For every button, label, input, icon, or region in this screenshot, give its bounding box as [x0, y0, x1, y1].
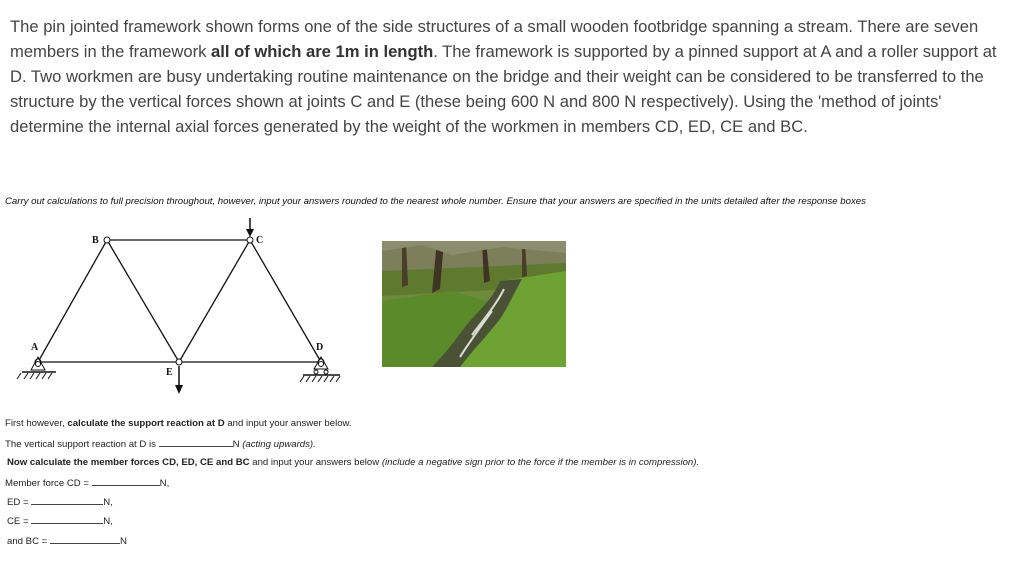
bc-row — [7, 534, 127, 547]
member-ab — [38, 240, 107, 362]
problem-statement — [10, 14, 1015, 139]
ed-label: ED = — [7, 497, 32, 508]
cd-label: Member force CD = — [5, 478, 92, 489]
q1-instruction — [5, 418, 352, 429]
joint-e — [176, 359, 182, 365]
bc-label: and BC = — [7, 536, 50, 547]
member-ce — [179, 240, 250, 362]
ed-input[interactable] — [31, 495, 103, 505]
cd-input[interactable] — [92, 476, 160, 486]
q2-mid: and input your answers below — [249, 457, 382, 468]
truss-diagram — [0, 218, 370, 398]
support-a — [17, 357, 56, 379]
reaction-note: (acting upwards). — [242, 439, 316, 450]
q1-prefix: First however, — [5, 418, 68, 429]
label-e: E — [166, 367, 173, 378]
load-arrow-e-head — [175, 385, 183, 394]
ce-input[interactable] — [31, 514, 103, 524]
label-a: A — [31, 342, 39, 353]
q1-suffix: and input your answer below. — [224, 418, 352, 429]
reaction-row — [5, 437, 316, 450]
label-d: D — [316, 342, 324, 353]
reaction-label: The vertical support reaction at D is — [5, 439, 159, 450]
bc-unit: N — [119, 536, 127, 547]
intro-text-1: The pin jointed framework shown forms one of the side structures of a small wooden footbridge spanning a stream. There are seven members in the framework — [10, 17, 979, 61]
cd-row — [5, 476, 169, 489]
member-be — [107, 240, 179, 362]
member-cd — [250, 240, 324, 362]
joint-c — [247, 237, 253, 243]
stream-photo — [382, 241, 566, 367]
label-c: C — [256, 235, 264, 246]
intro-bold-length: all of which are 1m in length — [211, 42, 434, 61]
intro-text-2: . The framework is supported by a pinned support at A and a roller support at D. Two workmen are busy undertaking routine maintenance on the bridge and their weight can be considered to be transferred to the structure by the vertical forces shown at joints C and E (these being 600 N and 800 N respectively). Using the 'method of joints' determine the internal axial forces generated by the weight of the workmen in members CD, ED, CE and BC. — [10, 42, 997, 136]
bc-input[interactable] — [50, 534, 120, 544]
reaction-unit: N — [232, 439, 240, 450]
q2-bold: Now calculate the member forces CD, ED, CE and BC — [7, 457, 250, 468]
ed-unit: N, — [103, 497, 113, 508]
ed-row — [7, 495, 113, 508]
ce-row — [7, 514, 113, 527]
q2-instruction — [7, 457, 699, 468]
reaction-input[interactable] — [159, 437, 233, 447]
q2-italic: (include a negative sign prior to the force if the member is in compression). — [381, 457, 700, 468]
joint-b — [104, 237, 110, 243]
cd-unit: N, — [159, 478, 170, 489]
label-b: B — [92, 235, 99, 246]
q1-bold: calculate the support reaction at D — [67, 418, 225, 429]
load-arrow-c-head — [246, 229, 254, 237]
precision-note: Carry out calculations to full precision throughout, however, input your answers rounded to the nearest whole number. Ensure that your answers are specified in the units detailed after the response boxes — [5, 196, 866, 207]
ce-unit: N, — [103, 516, 113, 527]
ce-label: CE = — [7, 516, 32, 527]
